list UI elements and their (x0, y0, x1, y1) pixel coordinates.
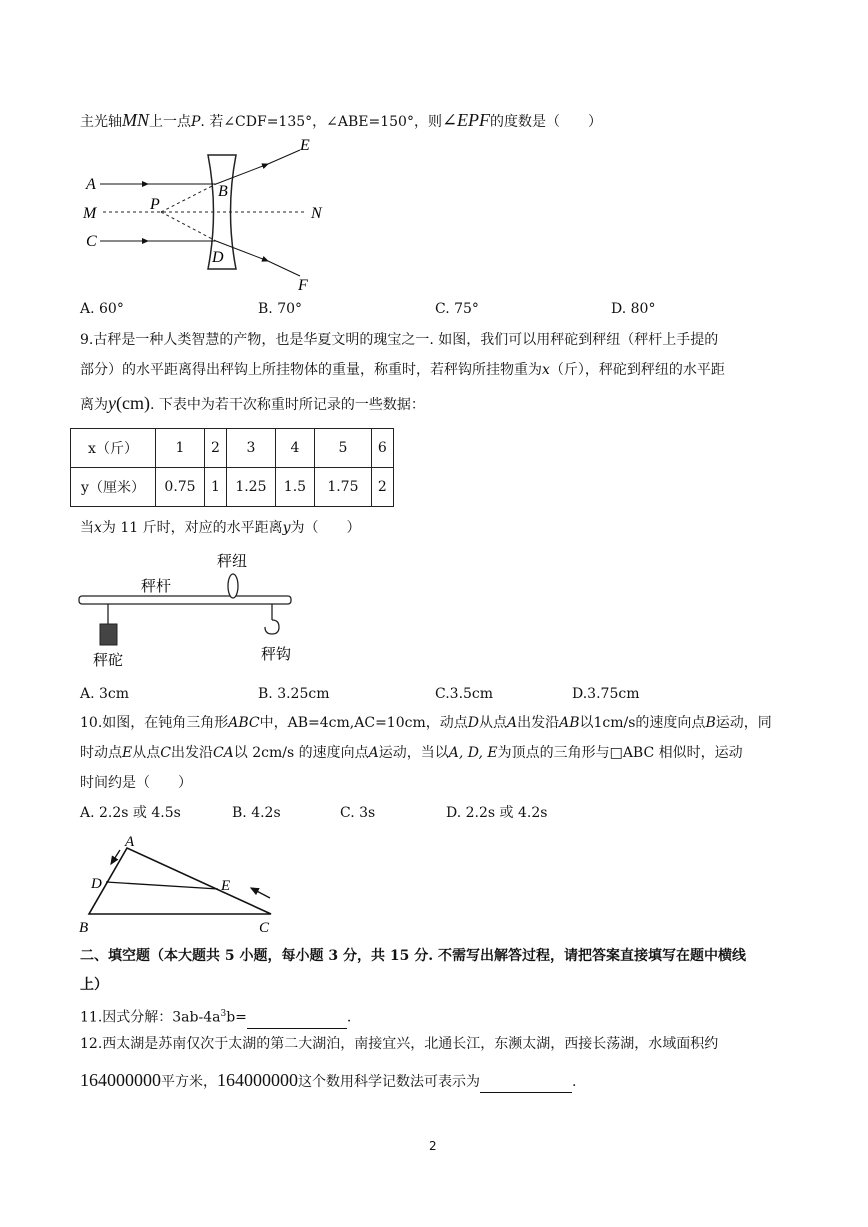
label-d: D (91, 876, 102, 892)
q9-option-a[interactable]: A. 3cm (80, 686, 130, 702)
q10-line2: 时动点E从点C出发沿CA以 2cm/s 的速度向点A运动，当以A, D, E为顶点的三角形与□ABC 相似时，运动 (80, 745, 743, 761)
q9-line2: 部分）的水平距离得出秤钩上所挂物体的重量，称重时，若秤钩所挂物重为x（斤），秤砣到秤纽的水平距 (80, 362, 725, 378)
label-beam: 秤杆 (141, 579, 172, 595)
label-f: F (298, 277, 308, 294)
table-cell: 1.5 (275, 468, 314, 507)
label-c: C (86, 233, 97, 250)
q8-option-c[interactable]: C. 75° (435, 301, 479, 317)
label-a: A (125, 834, 135, 850)
label-b: B (79, 920, 89, 936)
label-m: M (83, 205, 97, 222)
label-e: E (221, 878, 231, 894)
label-b: B (218, 183, 228, 200)
q9-line1: 9.古秤是一种人类智慧的产物，也是华夏文明的瑰宝之一. 如图，我们可以用秤砣到秤纽（秤杆上手提的 (80, 332, 719, 348)
label-d: D (212, 249, 224, 266)
table-cell: 1.25 (226, 468, 275, 507)
q10-option-d[interactable]: D. 2.2s 或 4.2s (446, 805, 548, 821)
label-hook: 秤钩 (261, 647, 292, 663)
triangle-figure (75, 830, 290, 940)
label-weight: 秤砣 (93, 653, 124, 669)
q9-option-d[interactable]: D.3.75cm (572, 686, 640, 702)
q9-option-b[interactable]: B. 3.25cm (258, 686, 330, 702)
table-cell: 5 (314, 429, 371, 468)
q12-line1: 12.西太湖是苏南仅次于太湖的第二大湖泊，南接宜兴，北通长江，东濒太湖，西接长荡湖，水域面积约 (80, 1036, 719, 1052)
q8-option-a[interactable]: A. 60° (80, 301, 124, 317)
triangle-abc (89, 848, 271, 914)
table-row (71, 429, 394, 468)
lens-figure (78, 130, 348, 300)
q8-option-b[interactable]: B. 70° (258, 301, 303, 317)
page-number: 2 (429, 1139, 437, 1153)
table-cell: 1 (156, 429, 205, 468)
q8-option-d[interactable]: D. 80° (611, 301, 656, 317)
section-title-line2: 上） (80, 977, 108, 993)
q10-option-b[interactable]: B. 4.2s (232, 805, 281, 821)
table-cell: 3 (226, 429, 275, 468)
label-a: A (86, 176, 96, 193)
steelyard-hook (265, 620, 279, 634)
label-c: C (259, 920, 270, 936)
label-n: N (311, 205, 322, 222)
q10-option-a[interactable]: A. 2.2s 或 4.5s (80, 805, 181, 821)
q9-data-table (70, 428, 394, 507)
q11-answer-blank[interactable] (247, 1008, 347, 1029)
steelyard-figure (75, 548, 305, 673)
steelyard-weight (100, 624, 117, 645)
q11-stem: 11.因式分解：$3ab-4a^3b=$ . (80, 1004, 351, 1029)
table-header-y: y（厘米） (71, 468, 156, 507)
label-e: E (300, 137, 310, 154)
q12-answer-blank[interactable] (480, 1072, 572, 1093)
q9-option-c[interactable]: C.3.5cm (435, 686, 494, 702)
q12-line2: 164000000平方米，164000000这个数用科学记数法可表示为 . (80, 1070, 576, 1093)
label-knob: 秤纽 (217, 554, 248, 570)
q10-line1: 10.如图，在钝角三角形ABC中，AB=4cm,AC=10cm，动点D从点A出发沿AB以1cm/s的速度向点B运动，同 (80, 715, 772, 731)
table-row (71, 468, 394, 507)
table-cell: 2 (205, 429, 227, 468)
table-cell: 2 (371, 468, 393, 507)
table-cell: 4 (275, 429, 314, 468)
q10-option-c[interactable]: C. 3s (340, 805, 376, 821)
q9-question: 当x为 11 斤时，对应的水平距离y为（ ） (80, 520, 361, 536)
segment-de (106, 882, 218, 889)
table-cell: 1 (205, 468, 227, 507)
arrow-e (251, 888, 270, 898)
steelyard-knob (228, 574, 238, 598)
table-cell: 0.75 (156, 468, 205, 507)
steelyard-beam (79, 596, 291, 604)
table-cell: 1.75 (314, 468, 371, 507)
q10-line3: 时间约是（ ） (80, 775, 192, 791)
section-title-line1: 二、填空题（本大题共 5 小题，每小题 3 分，共 15 分. 不需写出解答过程，请把答案直接填写在题中横线 (80, 948, 746, 964)
table-header-x: x（斤） (71, 429, 156, 468)
table-cell: 6 (371, 429, 393, 468)
q9-line3: 离为y(cm). 下表中为若干次称重时所记录的一些数据： (80, 393, 425, 413)
label-p: P (150, 196, 160, 213)
q8-stem: 主光轴MN上一点P. 若∠CDF=135°，∠ABE=150°，则∠EPF的度数是（ ） (80, 110, 603, 130)
